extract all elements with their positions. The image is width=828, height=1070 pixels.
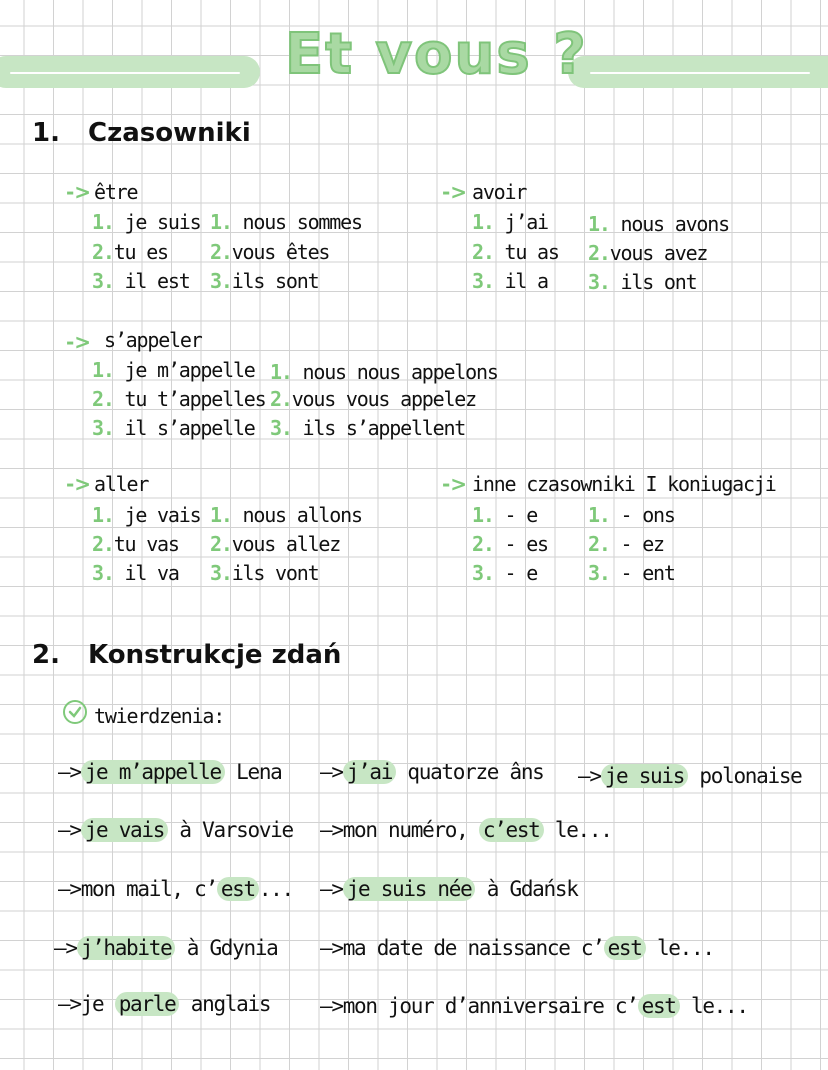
verb-row: 1. nous sommes [210,210,362,234]
verb-row: 2.vous allez [210,532,341,556]
verb-row: 3.ils sont [210,269,319,293]
verb-row: 2.vous avez [588,241,708,265]
verb-row: 1. je vais [92,503,201,527]
arrow-icon: -> [66,330,92,354]
verb-row: 3. il a [472,269,548,293]
verb-row: 3. - e [472,561,538,585]
verb-row: 3. il s’appelle [92,416,255,440]
verb-row: 3. il va [92,561,179,585]
verb-row: 1. je suis [92,210,201,234]
section-2-number: 2. [32,640,60,670]
sentence: —>mon mail, c’ est ... [58,877,293,901]
verb-row: 2. tu t’appelles [92,387,266,411]
section-1-number: 1. [32,118,60,148]
sentence: —> je m’appelle Lena [58,760,282,784]
sentence: —>mon jour d’anniversaire c’ est le... [320,994,748,1018]
verb-row: 2. - es [472,532,548,556]
sentence: —> je suis née à Gdańsk [320,877,578,901]
verb-row: 3.ils vont [210,561,319,585]
verb-row: 1. nous allons [210,503,362,527]
verb-row: 3. ils s’appellent [270,416,466,440]
verb-label-etre: être [94,180,138,204]
check-circle-icon [63,700,87,724]
verb-row: 2.vous êtes [210,240,330,264]
sentence: —>je parle anglais [58,992,271,1016]
verb-row: 1. je m’appelle [92,358,255,382]
verb-row: 3. il est [92,269,190,293]
arrow-icon: -> [442,180,468,204]
arrow-icon: -> [442,472,468,496]
verb-row: 2. tu as [472,240,559,264]
subheading-twierdzenia: twierdzenia: [94,704,225,728]
verb-row: 2.tu es [92,240,168,264]
sentence: —> je vais à Varsovie [58,818,293,842]
section-1-heading: Czasowniki [88,118,251,148]
verb-row: 2.tu vas [92,532,179,556]
title-banner-right-line [590,72,810,74]
verb-row: 1. nous avons [588,212,729,236]
verb-row: 1. nous nous appelons [270,360,498,384]
section-2-heading: Konstrukcje zdań [88,640,342,670]
arrow-icon: -> [66,472,92,496]
verb-row: 3. - ent [588,561,675,585]
verb-row: 2.vous vous appelez [270,387,476,411]
sentence: —> j’habite à Gdynia [54,936,278,960]
verb-label-sappeler: s’appeler [104,328,202,352]
sentence: —>mon numéro, c’est le... [320,818,612,842]
sentence: —> j’ai quatorze âns [320,760,544,784]
verb-label-avoir: avoir [472,180,527,204]
sentence: —> je suis polonaise [578,764,802,788]
verb-row: 3. ils ont [588,270,697,294]
verb-row: 1. - e [472,503,538,527]
verb-label-inne: inne czasowniki I koniugacji [472,472,776,496]
verb-row: 1. - ons [588,503,675,527]
page-title: Et vous ? [285,22,588,87]
verb-row: 1. j’ai [472,210,548,234]
verb-label-aller: aller [94,472,149,496]
title-banner-left-line [10,72,240,74]
arrow-icon: -> [66,180,92,204]
sentence: —>ma date de naissance c’ est le... [320,936,714,960]
verb-row: 2. - ez [588,532,664,556]
